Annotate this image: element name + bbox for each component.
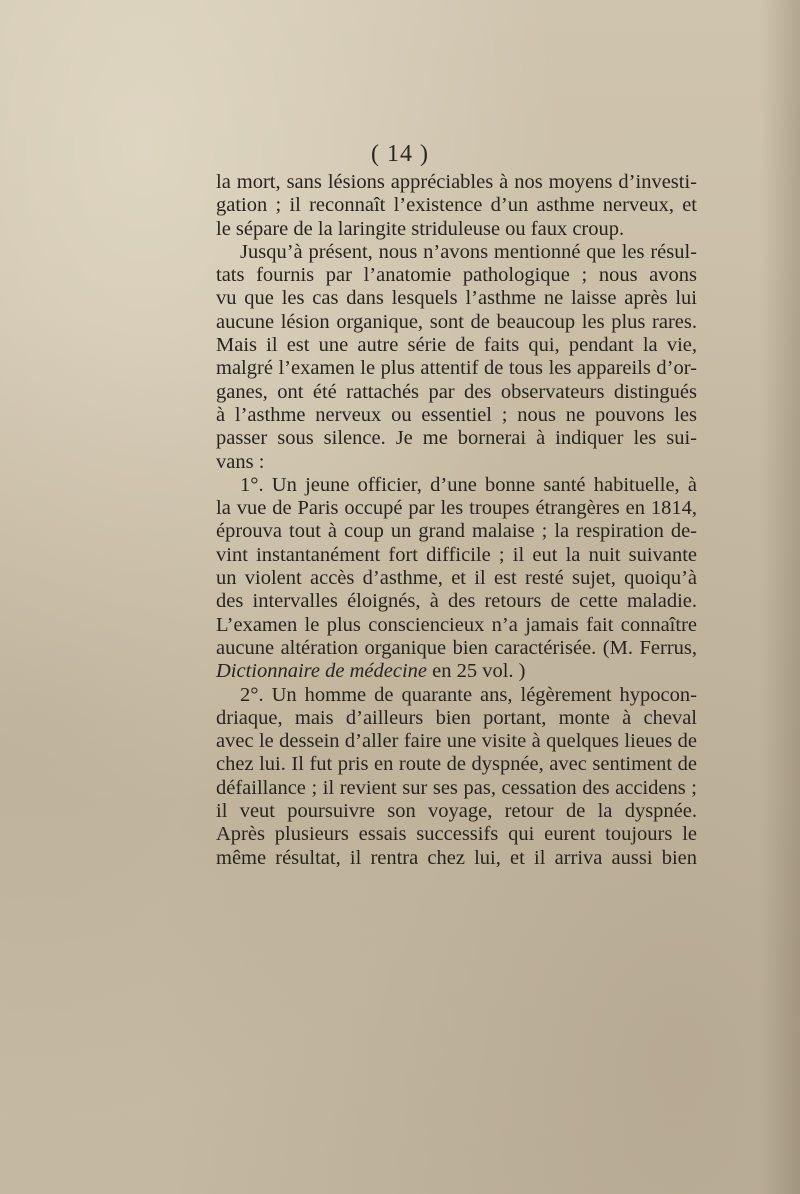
text-line: défaillance ; il revient sur ses pas, cessation des accidens ;: [216, 776, 697, 799]
text-line: il veut poursuivre son voyage, retour de la dyspnée.: [216, 800, 697, 823]
text-line: Jusqu’à présent, nous n’avons mentionné que les résul-: [240, 240, 697, 263]
text-line: aucune lésion organique, sont de beaucoup les plus rares.: [216, 310, 697, 333]
text-line: avec le dessein d’aller faire une visite à quelques lieues de: [216, 730, 697, 753]
text-line: 2°. Un homme de quarante ans, légèrement hypocon-: [240, 683, 697, 706]
text-line: malgré l’examen le plus attentif de tous les appareils d’or-: [216, 357, 697, 380]
text-line: gation ; il reconnaît l’existence d’un asthme nerveux, et: [216, 194, 697, 217]
text-line: vans :: [216, 450, 265, 473]
text-line: même résultat, il rentra chez lui, et il arriva aussi bien: [216, 846, 697, 869]
text-line: le sépare de la laringite striduleuse ou faux croup.: [216, 217, 625, 240]
text-line: Après plusieurs essais successifs qui eurent toujours le: [216, 823, 697, 846]
page-edge-shadow: [760, 0, 800, 1194]
text-line: la mort, sans lésions appréciables à nos moyens d’investi-: [216, 171, 697, 193]
text-line: [216, 660, 697, 683]
italic-title: Dictionnaire de médecine: [216, 660, 427, 683]
text-line: 1°. Un jeune officier, d’une bonne santé habituelle, à: [240, 473, 697, 496]
text-line: vu que les cas dans lesquels l’asthme ne laisse après lui: [216, 287, 697, 310]
text-line: la vue de Paris occupé par les troupes étrangères en 1814,: [216, 497, 697, 520]
text-line: Mais il est une autre série de faits qui, pendant la vie,: [216, 334, 697, 357]
text-line-remainder: en 25 vol. ): [427, 660, 526, 683]
text-line: L’examen le plus consciencieux n’a jamais fait connaître: [216, 613, 697, 636]
page-number: ( 14 ): [371, 141, 429, 167]
text-line: ganes, ont été rattachés par des observateurs distingués: [216, 380, 697, 403]
text-line: passer sous silence. Je me bornerai à indiquer les sui-: [216, 427, 697, 450]
text-line: des intervalles éloignés, à des retours de cette maladie.: [216, 590, 697, 613]
text-line: driaque, mais d’ailleurs bien portant, monte à cheval: [216, 706, 697, 729]
text-line: vint instantanément fort difficile ; il eut la nuit suivante: [216, 543, 697, 566]
body-text: [216, 171, 697, 870]
text-line: chez lui. Il fut pris en route de dyspnée, avec sentiment de: [216, 753, 697, 776]
text-line: éprouva tout à coup un grand malaise ; la respiration de-: [216, 520, 697, 543]
text-line: aucune altération organique bien caractérisée. (M. Ferrus,: [216, 636, 697, 659]
text-line: à l’asthme nerveux ou essentiel ; nous ne pouvons les: [216, 403, 697, 426]
text-line: tats fournis par l’anatomie pathologique ; nous avons: [216, 264, 697, 287]
text-line: un violent accès d’asthme, et il est resté sujet, quoiqu’à: [216, 567, 697, 590]
